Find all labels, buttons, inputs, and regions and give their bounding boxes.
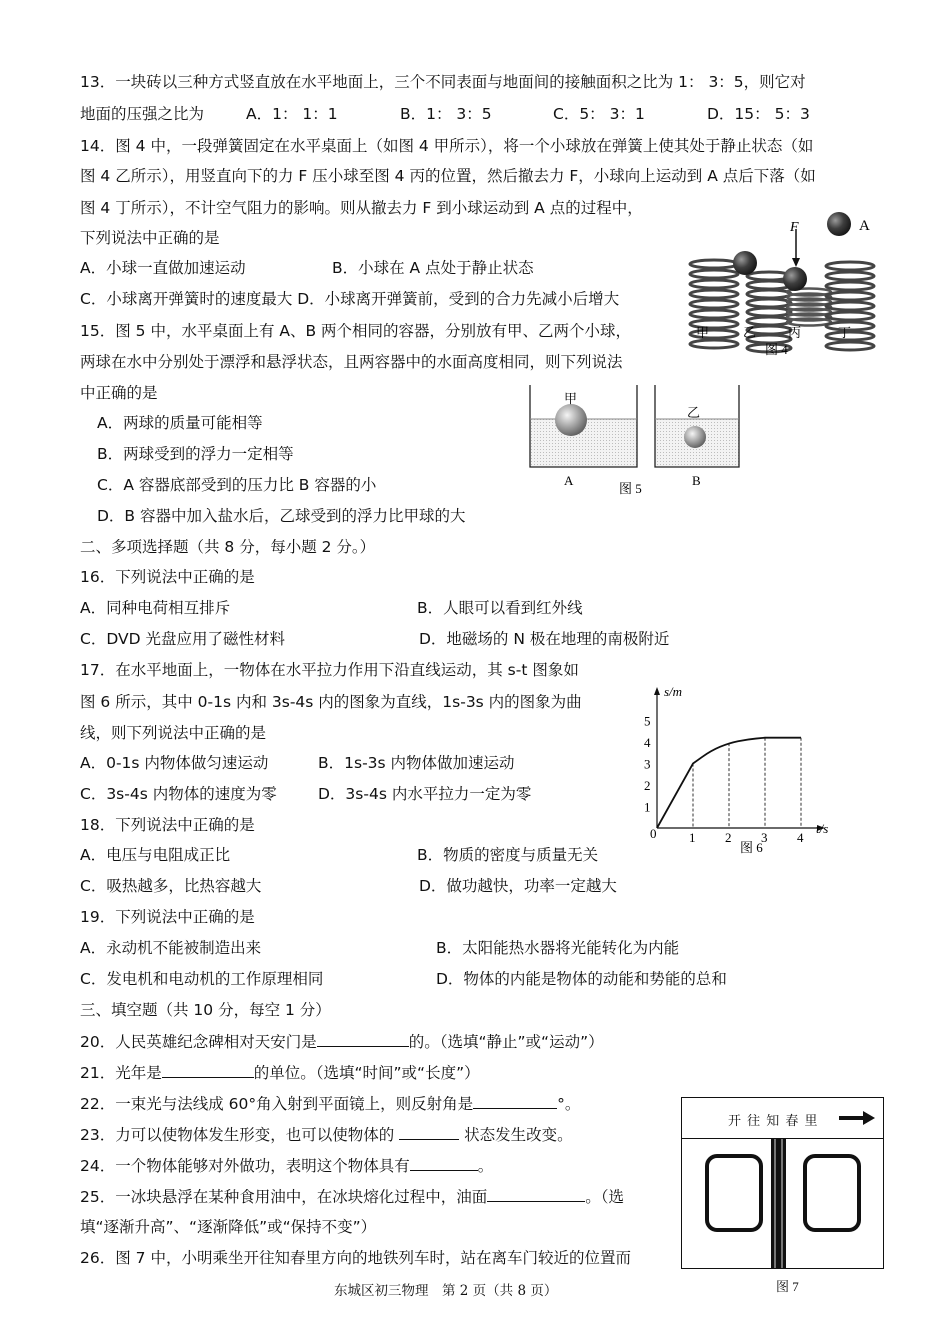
q14-line2: 图 4 乙所示），用竖直向下的力 F 压小球至图 4 丙的位置，然后撤去力 F，小球向上运动到 A 点后下落（如 xyxy=(80,167,816,185)
q19-option-d: D．物体的内能是物体的动能和势能的总和 xyxy=(436,970,727,988)
q15-option-a: A．两球的质量可能相等 xyxy=(97,414,263,432)
q26-line1: 26．图 7 中，小明乘坐开往知春里方向的地铁列车时，站在离车门较近的位置而 xyxy=(80,1249,631,1267)
figure-7-caption: 图 7 xyxy=(776,1279,799,1294)
q16-option-b: B．人眼可以看到红外线 xyxy=(417,599,583,617)
q15-line3: 中正确的是 xyxy=(80,384,158,402)
q17-line2: 图 6 所示，其中 0-1s 内和 3s-4s 内的图象为直线，1s-3s 内的图象为曲 xyxy=(80,693,582,711)
ball-yi xyxy=(684,426,706,448)
label-yi: 乙 xyxy=(743,325,757,340)
q14-line3: 图 4 丁所示），不计空气阻力的影响。则从撤去力 F 到小球运动到 A 点的过程中， xyxy=(80,199,643,217)
q25-line2: 填“逐渐升高”、“逐渐降低”或“保持不变”） xyxy=(80,1218,377,1236)
container-a-label: A xyxy=(564,473,574,488)
y-axis-label: s/m xyxy=(664,684,683,699)
x-tick-label-4: 4 xyxy=(797,830,804,845)
q16-option-d: D．地磁场的 N 极在地理的南极附近 xyxy=(419,630,670,648)
q15-line2: 两球在水中分别处于漂浮和悬浮状态，且两容器中的水面高度相同，则下列说法 xyxy=(80,353,623,371)
door-seam xyxy=(771,1139,786,1268)
q23-suffix: 状态发生改变。 xyxy=(459,1126,573,1144)
q20 xyxy=(80,1031,604,1052)
q17-option-a: A．0-1s 内物体做匀速运动 xyxy=(80,754,269,772)
q23-prefix: 23．力可以使物体发生形变，也可以使物体的 xyxy=(80,1126,400,1144)
q20-prefix: 20．人民英雄纪念碑相对天安门是 xyxy=(80,1033,317,1051)
figure-7-subway-door xyxy=(681,1097,884,1269)
q23 xyxy=(80,1124,573,1145)
destination-sign: 开 往 知 春 里 xyxy=(728,1114,819,1129)
door-window-right xyxy=(803,1154,861,1232)
q17-line1: 17．在水平地面上，一物体在水平拉力作用下沿直线运动，其 s-t 图象如 xyxy=(80,661,579,679)
x-tick-label-3: 3 xyxy=(761,830,768,845)
y-tick-label-1: 1 xyxy=(644,799,651,815)
y-tick-label-2: 2 xyxy=(644,778,651,793)
figure-6-caption: 图 6 xyxy=(740,840,763,855)
q20-answer-blank[interactable] xyxy=(317,1031,409,1047)
q16-option-c: C．DVD 光盘应用了磁性材料 xyxy=(80,630,285,648)
q16-option-a: A．同种电荷相互排斥 xyxy=(80,599,231,617)
y-tick-label-4: 4 xyxy=(644,735,651,750)
q24-prefix: 24．一个物体能够对外做功，表明这个物体具有 xyxy=(80,1157,410,1175)
label-jia: 甲 xyxy=(696,325,710,340)
q13-option-c: C．5： 3：1 xyxy=(553,105,645,123)
origin-tick-label: 0 xyxy=(650,826,657,841)
y-tick-label-3: 3 xyxy=(644,756,651,772)
q14-line4: 下列说法中正确的是 xyxy=(80,229,220,247)
q18-option-d: D．做功越快，功率一定越大 xyxy=(419,877,617,895)
door-window-left xyxy=(705,1154,763,1232)
q22-answer-blank[interactable] xyxy=(473,1093,557,1109)
q21 xyxy=(80,1062,480,1083)
q25-line1 xyxy=(80,1186,624,1207)
q14-option-b: B．小球在 A 点处于静止状态 xyxy=(332,259,534,277)
ball-bing xyxy=(783,267,807,291)
section-3-heading: 三、填空题（共 10 分，每空 1 分） xyxy=(80,1001,331,1019)
q17-line3: 线，则下列说法中正确的是 xyxy=(80,724,267,742)
spring-bing xyxy=(787,289,831,326)
q19-option-b: B．太阳能热水器将光能转化为内能 xyxy=(436,939,680,957)
q14-option-a: A．小球一直做加速运动 xyxy=(80,259,246,277)
q19-stem: 19．下列说法中正确的是 xyxy=(80,908,255,926)
page-footer: 东城区初三物理 第 2 页（共 8 页） xyxy=(334,1283,558,1299)
q14-line1: 14．图 4 中，一段弹簧固定在水平桌面上（如图 4 甲所示），将一个小球放在弹簧上使其处于静止状态（如 xyxy=(80,137,814,155)
destination-panel xyxy=(682,1098,883,1139)
ball-jia-label: 甲 xyxy=(564,391,578,406)
q15-option-d: D．B 容器中加入盐水后，乙球受到的浮力比甲球的大 xyxy=(97,507,466,525)
point-a-label: A xyxy=(859,218,870,234)
q18-option-c: C．吸热越多，比热容越大 xyxy=(80,877,262,895)
q13-option-d: D．15： 5：3 xyxy=(707,105,810,123)
label-bing: 丙 xyxy=(788,325,802,340)
q17-option-b: B．1s-3s 内物体做加速运动 xyxy=(318,754,515,772)
q19-option-c: C．发电机和电动机的工作原理相同 xyxy=(80,970,324,988)
q18-option-b: B．物质的密度与质量无关 xyxy=(417,846,599,864)
q15-option-c: C．A 容器底部受到的压力比 B 容器的小 xyxy=(97,476,377,494)
q22-prefix: 22．一束光与法线成 60°角入射到平面镜上，则反射角是 xyxy=(80,1095,474,1113)
force-label: F xyxy=(790,220,799,235)
label-ding: 丁 xyxy=(838,325,852,340)
section-2-heading: 二、多项选择题（共 8 分，每小题 2 分。） xyxy=(80,538,376,556)
q14-options-cd: C．小球离开弹簧时的速度最大 D．小球离开弹簧前，受到的合力先减小后增大 xyxy=(80,290,620,308)
x-tick-label-1: 1 xyxy=(689,830,696,845)
ball-jia xyxy=(555,404,587,436)
y-tick-label-5: 5 xyxy=(644,713,651,729)
q17-option-d: D．3s-4s 内水平拉力一定为零 xyxy=(318,785,532,803)
q13-option-b: B．1： 3：5 xyxy=(400,105,492,123)
figure-4-caption: 图 4 xyxy=(765,342,788,357)
x-axis-label: t/s xyxy=(816,821,829,836)
x-tick-label-2: 2 xyxy=(725,830,732,845)
y-axis-arrow xyxy=(654,687,660,695)
q22 xyxy=(80,1093,580,1114)
q24-suffix: 。 xyxy=(477,1157,494,1175)
ball-ding xyxy=(827,212,851,236)
q13-line1: 13．一块砖以三种方式竖直放在水平地面上，三个不同表面与地面间的接触面积之比为 1： 3：5，则它对 xyxy=(80,73,806,91)
figure-5-containers xyxy=(525,383,755,501)
q15-option-b: B．两球受到的浮力一定相等 xyxy=(97,445,294,463)
q15-line1: 15．图 5 中，水平桌面上有 A、B 两个相同的容器，分别放有甲、乙两个小球， xyxy=(80,322,632,340)
q20-suffix: 的。（选填“静止”或“运动”） xyxy=(408,1033,604,1051)
q24-answer-blank[interactable] xyxy=(410,1155,478,1171)
q13-option-a: A．1： 1：1 xyxy=(246,105,338,123)
figure-5-caption: 图 5 xyxy=(619,481,642,496)
q18-stem: 18．下列说法中正确的是 xyxy=(80,816,255,834)
q21-suffix: 的单位。（选填“时间”或“长度”） xyxy=(253,1064,480,1082)
figure-4-springs xyxy=(688,212,888,362)
ball-yi xyxy=(733,251,757,275)
q17-option-c: C．3s-4s 内物体的速度为零 xyxy=(80,785,277,803)
q19-option-a: A．永动机不能被制造出来 xyxy=(80,939,262,957)
q24 xyxy=(80,1155,493,1176)
q25-prefix: 25．一冰块悬浮在某种食用油中，在冰块熔化过程中，油面 xyxy=(80,1188,488,1206)
arrow-right-icon xyxy=(839,1110,875,1126)
q25-answer-blank[interactable] xyxy=(487,1186,585,1202)
q13-line2: 地面的压强之比为 xyxy=(80,105,205,123)
q21-prefix: 21．光年是 xyxy=(80,1064,162,1082)
q23-answer-blank[interactable] xyxy=(399,1124,459,1140)
q22-suffix: °。 xyxy=(557,1095,581,1113)
q16-stem: 16．下列说法中正确的是 xyxy=(80,568,255,586)
q21-answer-blank[interactable] xyxy=(162,1062,254,1078)
q25-suffix: 。（选 xyxy=(585,1188,624,1206)
q18-option-a: A．电压与电阻成正比 xyxy=(80,846,231,864)
container-b-label: B xyxy=(692,473,701,488)
ball-yi-label: 乙 xyxy=(687,405,701,420)
figure-6-st-graph xyxy=(640,684,840,859)
